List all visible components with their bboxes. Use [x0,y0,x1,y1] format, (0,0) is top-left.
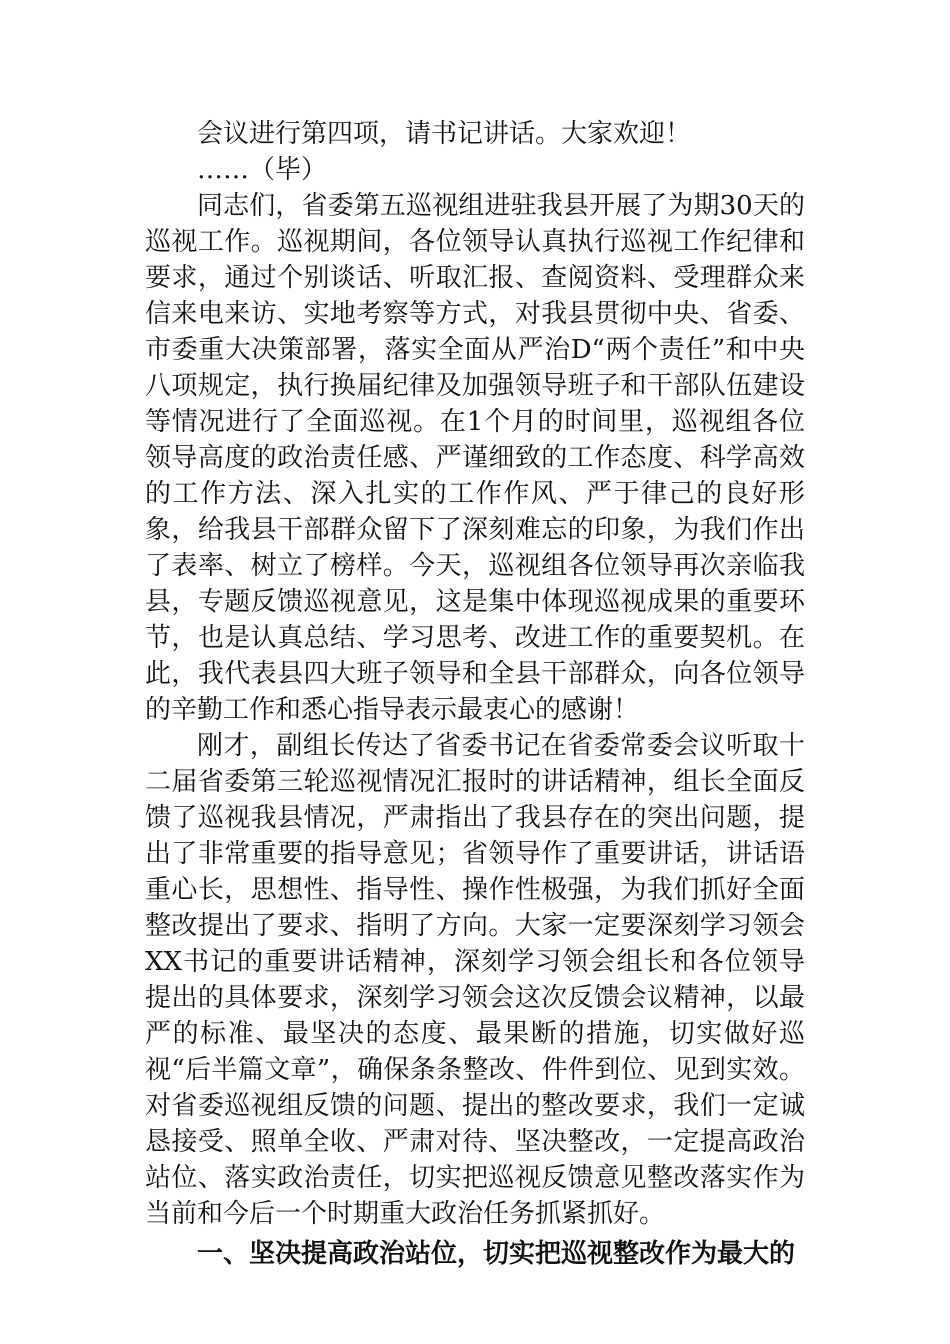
paragraph-ellipsis: ……（毕） [197,155,328,185]
section-heading: 一、坚决提高政治站位，切实把巡视整改作为最大的 [197,1239,796,1269]
paragraph-opening: 同志们，省委第五巡视组进驻我县开展了为期30天的巡视工作。巡视期间，各位领导认真执行巡视工作纪律和要求，通过个别谈话、听取汇报、查阅资料、受理群众来信来电来访、实地考察等方式，对我县贯彻中央、省委、市委重大决策部署，落实全面从严治D“两个责任”和中央八项规定，执行换届纪律及加强领导班子和干部队伍建设等情况进行了全面巡视。在1个月的时间里，巡视组各位领导高度的政治责任感、严谨细致的工作态度、科学高效的工作方法、深入扎实的工作作风、严于律己的良好形象，给我县干部群众留下了深刻难忘的印象，为我们作出了表率、树立了榜样。今天，巡视组各位领导再次亲临我县，专题反馈巡视意见，这是集中体现巡视成果的重要环节，也是认真总结、学习思考、改进工作的重要契机。在此，我代表县四大班子领导和全县干部群众，向各位领导的辛勤工作和悉心指导表示最衷心的感谢！ [145,191,805,725]
paragraph-requirements: 刚才，副组长传达了省委书记在省委常委会议听取十二届省委第三轮巡视情况汇报时的讲话精神，组长全面反馈了巡视我县情况，严肃指出了我县存在的突出问题，提出了非常重要的指导意见；省领导作了重要讲话，讲话语重心长，思想性、指导性、操作性极强，为我们抓好全面整改提出了要求、指明了方向。大家一定要深刻学习领会XX书记的重要讲话精神，深刻学习领会组长和各位领导提出的具体要求，深刻学习领会这次反馈会议精神，以最严的标准、最坚决的态度、最果断的措施，切实做好巡视“后半篇文章”，确保条条整改、件件到位、见到实效。对省委巡视组反馈的问题、提出的整改要求，我们一定诚恳接受、照单全收、严肃对待、坚决整改，一定提高政治站位、落实政治责任，切实把巡视反馈意见整改落实作为当前和今后一个时期重大政治任务抓紧抓好。 [145,731,805,1229]
paragraph-meeting-item: 会议进行第四项，请书记讲话。大家欢迎！ [197,119,692,149]
document-body [145,116,805,1276]
